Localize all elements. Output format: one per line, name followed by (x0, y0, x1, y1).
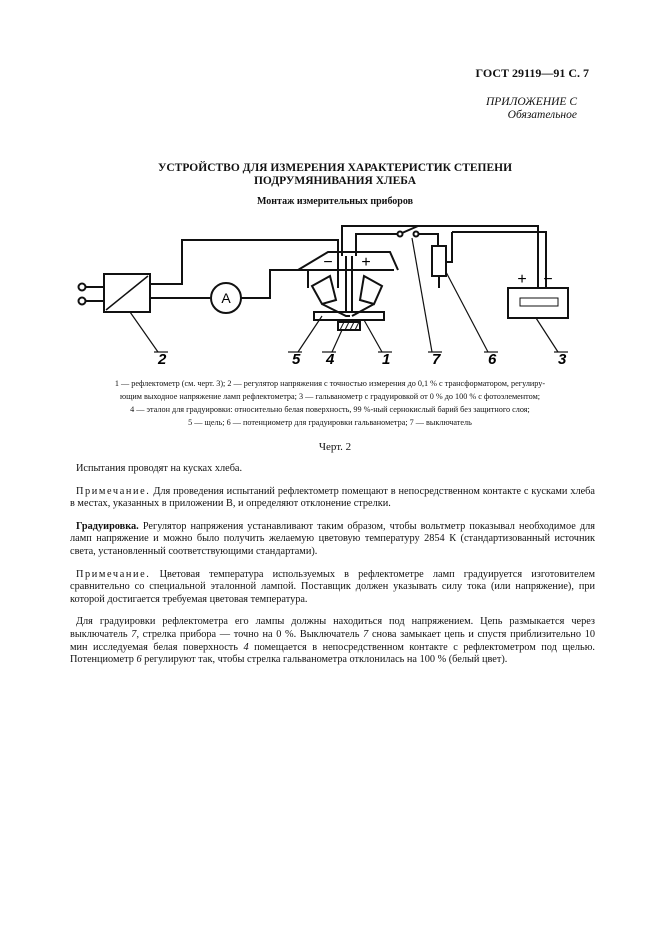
terminal-bottom (79, 298, 86, 305)
switch-contact-right (414, 232, 419, 237)
plus-sign-reflectometer: + (361, 254, 371, 271)
paragraph-5-part-e: снова замыкает цепь и спустя приблизительно 10 мин исследуемая белая поверхность (70, 628, 595, 653)
paragraph-5-part-g: помещается в непосредственном контакте с рефлектометром под щелью. Потенциометр (70, 641, 595, 666)
paragraph-1 (70, 463, 595, 476)
potentiometer (432, 246, 446, 276)
calibration-lead: Градуировка. (76, 520, 139, 532)
circuit-diagram (60, 212, 600, 372)
paragraph-1-text: Испытания проводят на кусках хлеба. (76, 463, 243, 474)
lamp-right (360, 276, 382, 304)
paragraph-5-part-a: Для градуировки рефлектометра его лампы должны находиться под напряжением. Цепь размыкается через выключатель (70, 616, 595, 640)
callout-4: 4 (326, 351, 335, 368)
callout-2: 2 (158, 351, 167, 368)
legend-line-1: 1 — рефлектометр (см. черт. 3); 2 — регулятор напряжения с точностью измерения до 0,1 % с трансформатором, регулиру- (114, 379, 546, 388)
figure-caption: Черт. 2 (318, 441, 352, 453)
title-line-1: УСТРОЙСТВО ДЛЯ ИЗМЕРЕНИЯ ХАРАКТЕРИСТИК СТЕПЕНИ (157, 162, 513, 174)
callout-7: 7 (432, 351, 441, 368)
legend-line-4: 5 — щель; 6 — потенциометр для градуировки гальванометра; 7 — выключатель (188, 418, 472, 427)
paragraph-5-part-i: регулируют так, чтобы стрелка гальванометра отклонилась на 100 % (белый цвет). (141, 654, 508, 666)
paragraph-5-part-c: , стрелка прибора — точно на 0 %. Выключатель (136, 628, 364, 640)
paragraph-5-ref-7b: 7 (363, 628, 369, 640)
callout-5: 5 (292, 351, 301, 368)
minus-sign-reflectometer: − (323, 254, 333, 271)
paragraph-5-ref-4: 4 (243, 641, 249, 653)
paragraph-3 (70, 521, 595, 559)
terminal-top (79, 284, 86, 291)
galvanometer (508, 288, 568, 318)
page-title (70, 162, 600, 188)
paragraph-5 (70, 616, 595, 666)
legend-line-3: 4 — эталон для градуировки: относительно белая поверхность, 99 %-ный сернокислый барий без защитного слоя; (130, 405, 530, 414)
note-lead-2: Примечание. (76, 568, 151, 580)
body-text (70, 463, 595, 677)
minus-sign-galvanometer: − (543, 271, 553, 288)
paragraph-2 (70, 486, 595, 511)
appendix-label: ПРИЛОЖЕНИЕ С (485, 96, 577, 108)
appendix-block (486, 96, 577, 122)
title-line-2: ПОДРУМЯНИВАНИЯ ХЛЕБА (253, 175, 417, 187)
diagram-legend (40, 377, 620, 429)
appendix-status: Обязательное (507, 109, 577, 121)
paragraph-4 (70, 569, 595, 607)
document-header: ГОСТ 29119—91 С. 7 (475, 66, 589, 80)
callout-6: 6 (488, 351, 497, 368)
circuit-diagram-svg (60, 212, 600, 372)
callout-1: 1 (382, 351, 391, 368)
callout-3: 3 (558, 351, 567, 368)
paragraph-2-text: Для проведения испытаний рефлектометр помещают в непосредственном контакте с кусками хлеба в местах, указанных в приложении В, и определяют отклонение стрелки. (70, 485, 595, 510)
lamp-left (312, 276, 336, 304)
diagram-subtitle: Монтаж измерительных приборов (256, 196, 414, 207)
note-lead: Примечание. (76, 485, 151, 497)
paragraph-5-ref-6: 6 (136, 654, 142, 666)
plus-sign-galvanometer: + (517, 271, 527, 288)
paragraph-5-ref-7a: 7 (131, 628, 137, 640)
legend-line-2: ющим выходное напряжение ламп рефлектометра; 3 — гальванометр с градуировкой от 0 % до 100 % с фотоэлементом; (119, 392, 541, 401)
ammeter-label: A (221, 290, 231, 306)
paragraph-3-text: Регулятор напряжения устанавливают таким образом, чтобы вольтметр показывал необходимое для ламп напряжение и можно было получить желаемую цветовую температуру 2854 К (стандартизованный источник света, установленный соответствующими стандартами). (70, 520, 595, 557)
paragraph-4-text: Цветовая температура используемых в рефлектометре ламп градуируется изготовителем сравнительно со специальной эталонной лампой. Поставщик должен указывать силу тока (или напряжение), при которой достигается требуемая цветовая температура. (70, 568, 595, 605)
